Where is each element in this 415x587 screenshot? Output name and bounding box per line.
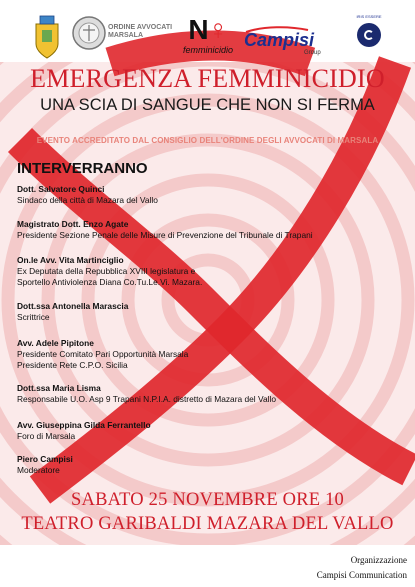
- speaker-item: [17, 454, 397, 476]
- event-date: SABATO 25 NOVEMBRE ORE 10: [71, 490, 344, 510]
- campisi-group-logo: [244, 30, 321, 56]
- speaker-name: Avv. Giuseppina Gilda Ferrantello: [17, 420, 151, 430]
- campisi-logo-sub: Group: [304, 50, 321, 56]
- speaker-item: [17, 383, 397, 405]
- speaker-name: Dott. Salvatore Quinci: [17, 184, 105, 194]
- speaker-name: Magistrato Dott. Enzo Agate: [17, 219, 129, 229]
- event-venue: TEATRO GARIBALDI MAZARA DEL VALLO: [21, 514, 394, 534]
- speaker-role: Scrittrice: [17, 312, 50, 322]
- no-letter-n: N: [188, 14, 208, 45]
- coat-of-arms-icon: [32, 14, 62, 60]
- speaker-item: [17, 338, 397, 371]
- speaker-name: On.le Avv. Vita Martinciglio: [17, 255, 124, 265]
- bar-association-seal-icon: [72, 16, 106, 50]
- speaker-role: Presidente Comitato Pari Opportunità Marsala: [17, 349, 189, 359]
- speaker-name: Dott.ssa Antonella Marascia: [17, 301, 129, 311]
- no-femminicidio-mark: [178, 16, 238, 44]
- speaker-item: [17, 255, 397, 288]
- organizer-name: Campisi Communication: [316, 570, 407, 580]
- partner-circle-icon: [357, 23, 381, 47]
- partner-circle-logo: [349, 14, 389, 64]
- speaker-role: Presidente Sezione Penale delle Misure di Prevenzione del Tribunale di Trapani: [17, 230, 313, 240]
- speaker-role: Sindaco della città di Mazara del Vallo: [17, 195, 158, 205]
- bar-association-name: [108, 24, 172, 40]
- venus-symbol-icon: ♀: [207, 14, 228, 45]
- speaker-item: [17, 301, 397, 323]
- speaker-item: [17, 420, 397, 442]
- speaker-role: Sportello Antiviolenza Diana Co.Tu.Le.Vi. Mazara.: [17, 277, 203, 287]
- speaker-name: Avv. Adele Pipitone: [17, 338, 94, 348]
- speaker-item: [17, 184, 397, 206]
- no-femminicidio-text: femminicidio: [182, 45, 233, 55]
- speaker-role: Foro di Marsala: [17, 431, 76, 441]
- event-subtitle: UNA SCIA DI SANGUE CHE NON SI FERMA: [40, 96, 375, 114]
- organizer-label: Organizzazione: [350, 555, 407, 565]
- accreditation-note: EVENTO ACCREDITATO DAL CONSIGLIO DELL'ORDINE DEGLI AVVOCATI DI MARSALA: [36, 136, 379, 145]
- speaker-item: [17, 219, 397, 241]
- no-femminicidio-logo: [178, 16, 238, 64]
- speaker-role: Presidente Rete C.P.O. Sicilia: [17, 360, 128, 370]
- partner-logo-top-text: IRIS ESSERE: [356, 14, 382, 19]
- bar-association-line-1: ORDINE AVVOCATI: [108, 24, 173, 31]
- speaker-role: Ex Deputata della Repubblica XVIII legislatura e: [17, 266, 196, 276]
- speaker-name: Dott.ssa Maria Lisma: [17, 383, 101, 393]
- speaker-name: Piero Campisi: [17, 454, 73, 464]
- speakers-heading: INTERVERRANNO: [17, 160, 148, 177]
- speaker-role: Moderatore: [17, 465, 60, 475]
- bar-association-line-2: MARSALA: [108, 32, 143, 39]
- organizer-block: [317, 553, 407, 583]
- speaker-role: Responsabile U.O. Asp 9 Trapani N.P.I.A. distretto di Mazara del Vallo: [17, 394, 276, 404]
- campisi-logo-text: Campisi: [244, 30, 315, 50]
- event-title: EMERGENZA FEMMINICIDIO: [30, 64, 385, 93]
- logo-bar: [0, 10, 415, 66]
